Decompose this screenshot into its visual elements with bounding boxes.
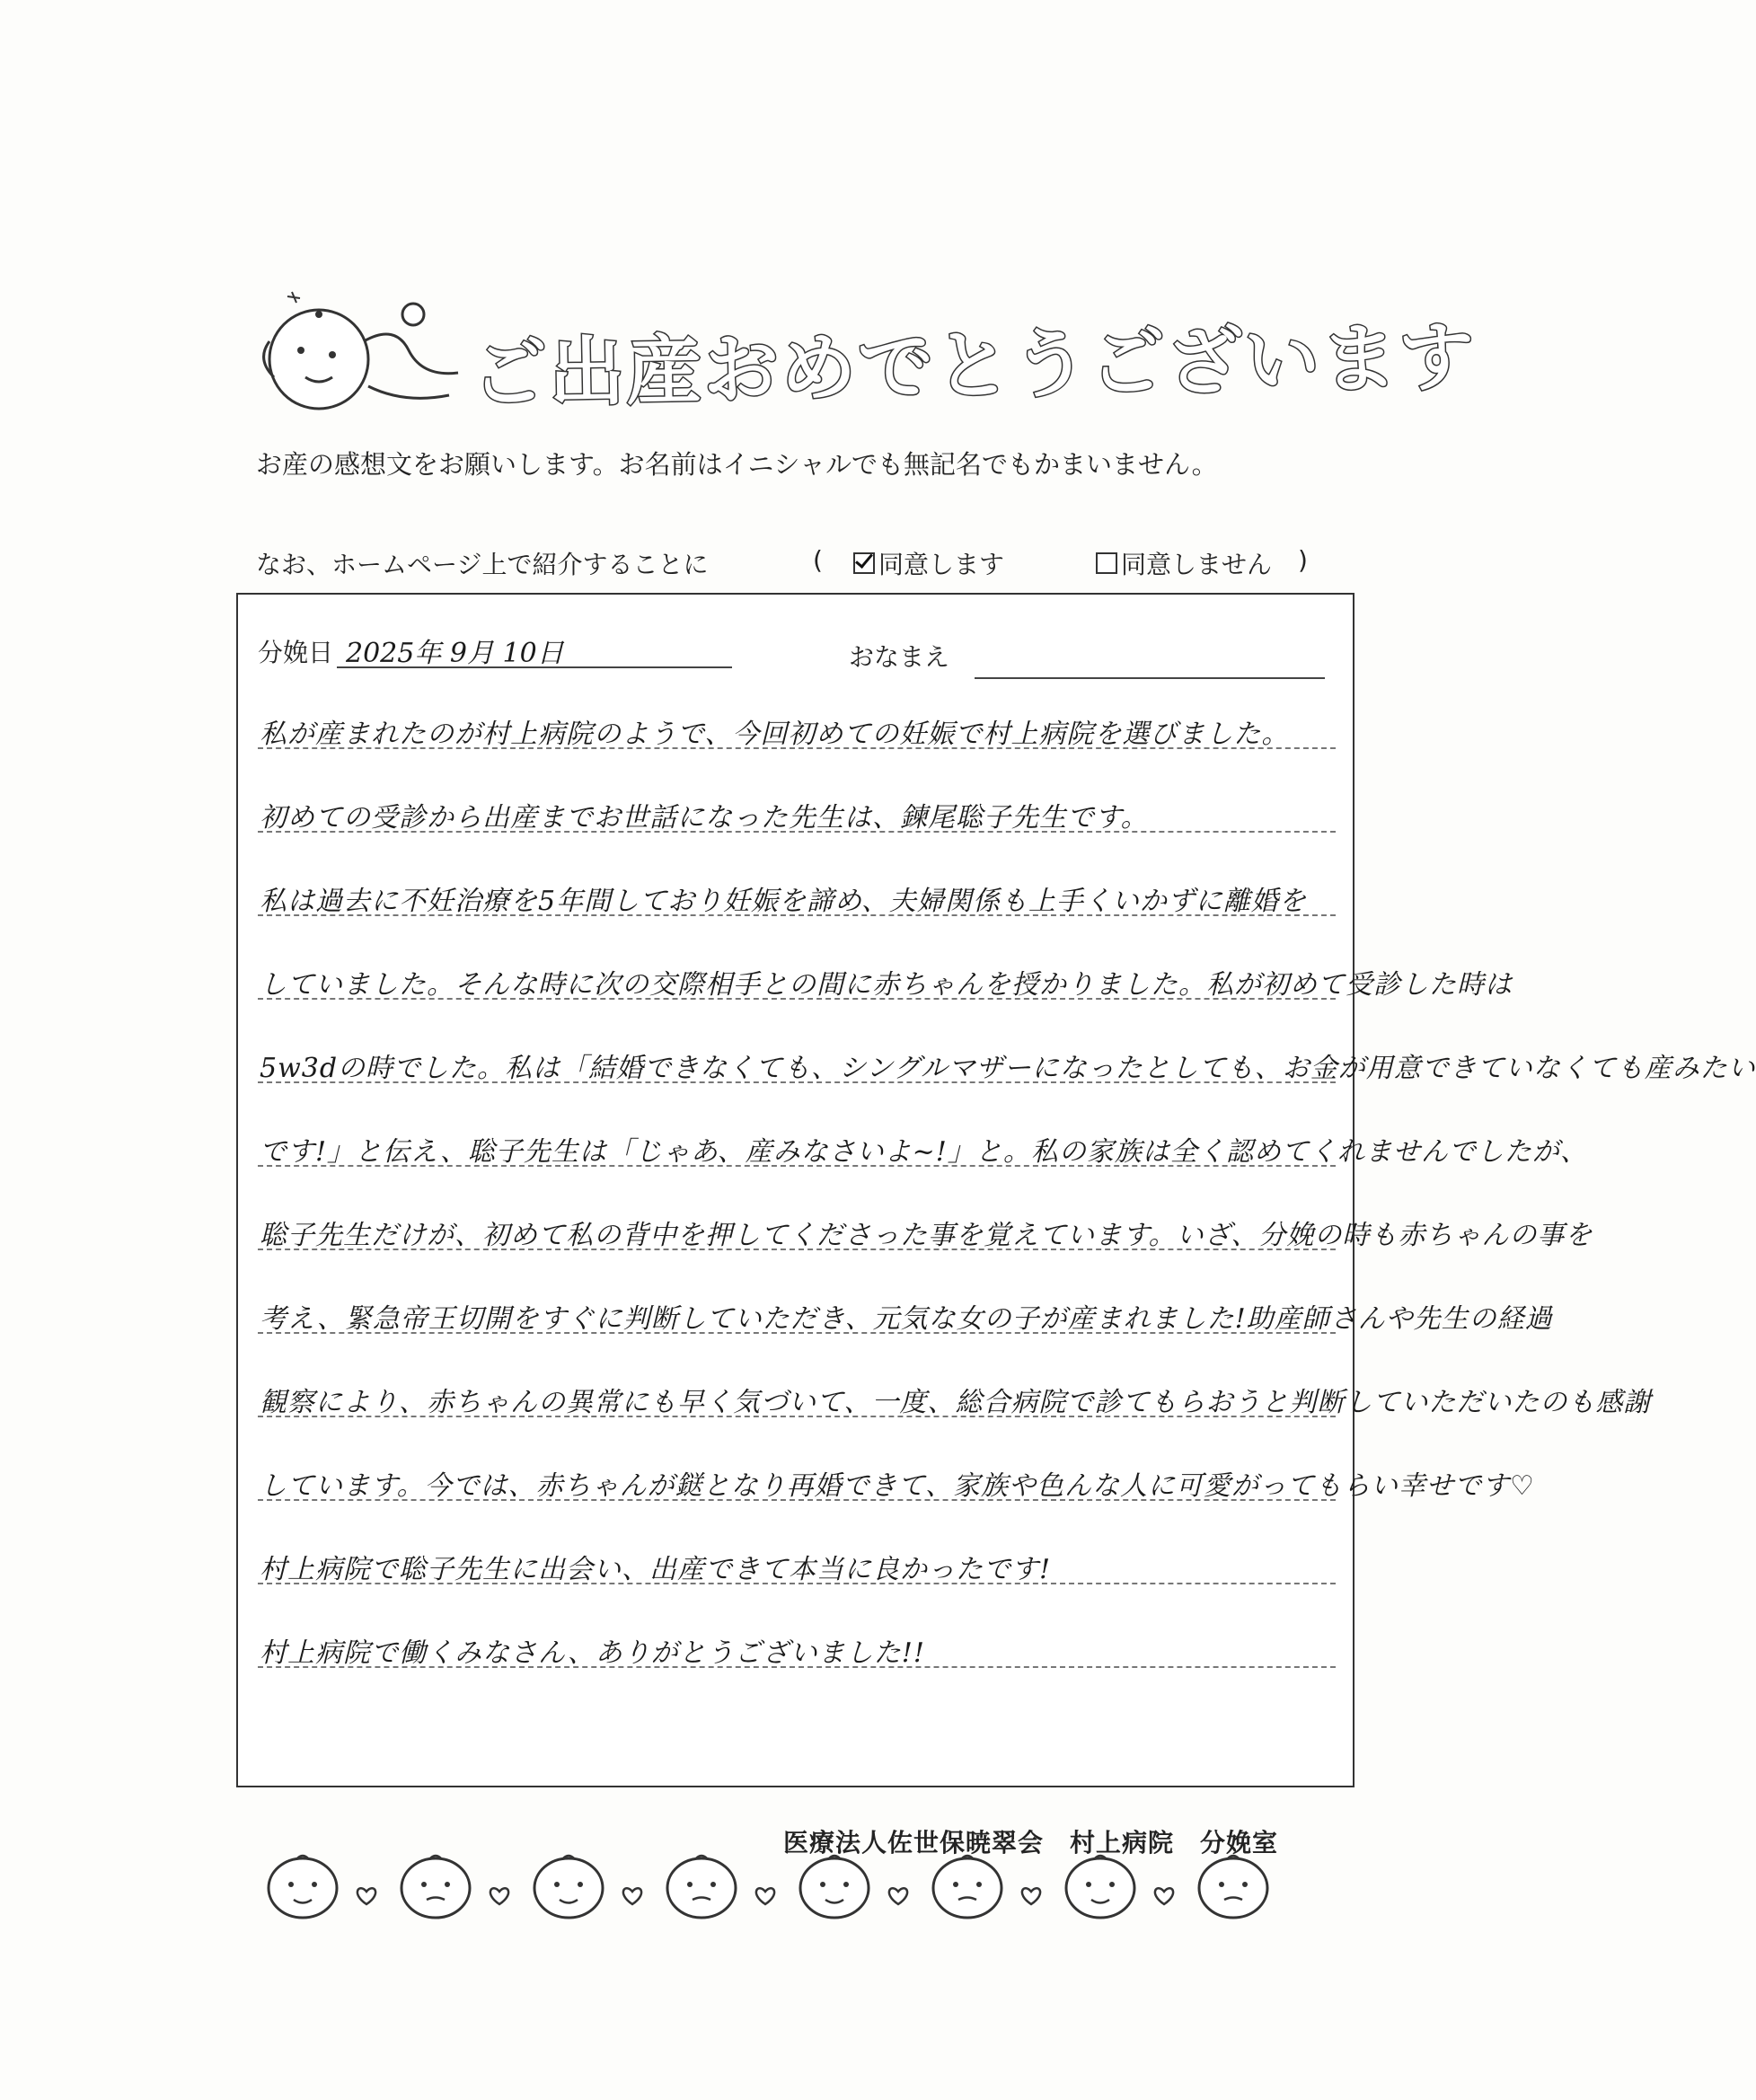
ruled-line bbox=[258, 1499, 1336, 1501]
decorative-faces bbox=[262, 1850, 1340, 1931]
ruled-line bbox=[258, 1332, 1336, 1334]
baby-face-icon bbox=[528, 1850, 609, 1922]
letter-line: 5w3dの時でした。私は「結婚できなくても、シングルマザーになったとしても、お金が用意できていなくても産みたい bbox=[260, 1053, 1756, 1084]
heart-icon bbox=[754, 1886, 776, 1906]
baby-icon bbox=[251, 287, 485, 422]
baby-face-icon bbox=[661, 1850, 742, 1922]
agree-option[interactable] bbox=[853, 545, 1004, 581]
letter-line: 初めての受診から出産までお世話になった先生は、鍊尾聡子先生です。 bbox=[260, 802, 1149, 834]
baby-face-icon bbox=[395, 1850, 476, 1922]
disagree-option[interactable] bbox=[1096, 545, 1272, 581]
agree-checkbox[interactable] bbox=[853, 552, 875, 574]
ruled-line bbox=[258, 747, 1336, 749]
ruled-line bbox=[258, 998, 1336, 1000]
disagree-checkbox[interactable] bbox=[1096, 552, 1117, 574]
heart-icon bbox=[1153, 1886, 1175, 1906]
organization-name: 医療法人佐世保暁翠会 村上病院 分娩室 bbox=[783, 1828, 1279, 1857]
delivery-date-label: 分娩日 bbox=[258, 638, 334, 667]
letter-line: 村上病院で働くみなさん、ありがとうございました!! bbox=[260, 1637, 925, 1669]
page-title: ご出産おめでとうございます bbox=[471, 313, 1477, 419]
header bbox=[251, 269, 1477, 422]
ruled-line bbox=[258, 1583, 1336, 1584]
baby-face-icon bbox=[262, 1850, 343, 1922]
delivery-date-value[interactable]: 2025年 9月 10日 bbox=[346, 638, 564, 669]
letter-line: 観察により、赤ちゃんの異常にも早く気づいて、一度、総合病院で診てもらおうと判断していただいたのも感謝 bbox=[260, 1387, 1652, 1418]
letter-line: 私は過去に不妊治療を5年間しており妊娠を諦め、夫婦関係も上手くいかずに離婚を bbox=[260, 886, 1307, 917]
ruled-line bbox=[258, 1666, 1336, 1668]
consent-row bbox=[256, 545, 1334, 581]
letter-line: していました。そんな時に次の交際相手との間に赤ちゃんを授かりました。私が初めて受診した時は bbox=[260, 969, 1513, 1001]
heart-icon bbox=[887, 1886, 909, 1906]
delivery-date-line bbox=[337, 666, 732, 668]
name-label: おなまえ bbox=[849, 642, 950, 672]
ruled-line bbox=[258, 914, 1336, 916]
consent-lead: なお、ホームページ上で紹介することに bbox=[256, 550, 709, 579]
letter-line: 村上病院で聡子先生に出会い、出産できて本当に良かったです! bbox=[260, 1554, 1052, 1585]
letter-line: 聡子先生だけが、初めて私の背中を押してくださった事を覚えています。いざ、分娩の時も赤ちゃんの事を bbox=[260, 1220, 1593, 1251]
letter-line: しています。今では、赤ちゃんが鎹となり再婚できて、家族や色んな人に可愛がってもらい幸せです♡ bbox=[260, 1470, 1535, 1502]
consent-paren-open: ( bbox=[813, 545, 823, 575]
baby-face-icon bbox=[1193, 1850, 1274, 1922]
agree-label: 同意します bbox=[878, 550, 1005, 579]
heart-icon bbox=[489, 1886, 510, 1906]
ruled-line bbox=[258, 831, 1336, 833]
letter-line: です!」と伝え、聡子先生は「じゃあ、産みなさいよ~!」と。私の家族は全く認めてくれませんでしたが、 bbox=[260, 1136, 1588, 1168]
ruled-line bbox=[258, 1081, 1336, 1083]
baby-face-icon bbox=[794, 1850, 875, 1922]
ruled-line bbox=[258, 1165, 1336, 1167]
baby-face-icon bbox=[927, 1850, 1008, 1922]
letter-line: 私が産まれたのが村上病院のようで、今回初めての妊娠で村上病院を選びました。 bbox=[260, 719, 1290, 750]
disagree-label: 同意しません bbox=[1121, 550, 1273, 579]
heart-icon bbox=[356, 1886, 377, 1906]
ruled-line bbox=[258, 1416, 1336, 1417]
consent-paren-close: ) bbox=[1298, 545, 1308, 575]
impression-form bbox=[236, 593, 1756, 1787]
name-line bbox=[975, 677, 1325, 679]
heart-icon bbox=[622, 1886, 643, 1906]
instructions-text: お産の感想文をお願いします。お名前はイニシャルでも無記名でもかまいません。 bbox=[256, 449, 1218, 480]
baby-face-icon bbox=[1060, 1850, 1141, 1922]
letter-line: 考え、緊急帝王切開をすぐに判断していただき、元気な女の子が産まれました!助産師さんや先生の経過 bbox=[260, 1303, 1553, 1335]
ruled-line bbox=[258, 1249, 1336, 1250]
heart-icon bbox=[1020, 1886, 1042, 1906]
